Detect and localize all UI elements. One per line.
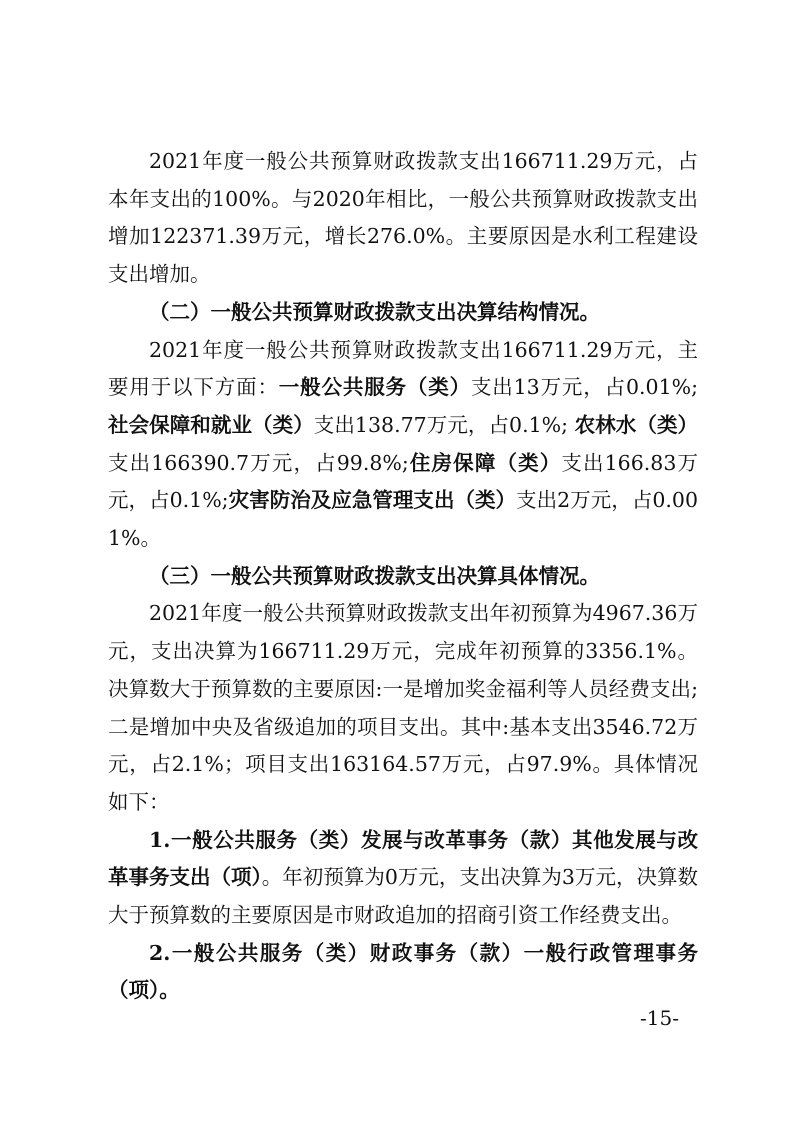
- category-general-public-services: 一般公共服务（类）: [278, 375, 471, 400]
- section-heading-structure: （二）一般公共预算财政拨款支出决算结构情况。: [149, 299, 600, 324]
- text-segment: 支出138.77万元，占0.1%;: [313, 412, 575, 437]
- category-agriculture-forestry-water: 农林水（类）: [574, 412, 699, 437]
- page-number: -15-: [640, 1006, 679, 1030]
- item-1-text: 。年初预算为0万元，支出决算为3万元，决算数大于预算数的主要原因是市财政追加的招商引资工作经费支出。: [108, 865, 698, 928]
- paragraph-item-2: 2.一般公共服务（类）财政事务（款）一般行政管理事务（项）。: [108, 940, 698, 1003]
- paragraph-expenditure-summary: 2021年度一般公共预算财政拨款支出166711.29万元，占本年支出的100%。与2020年相比，一般公共预算财政拨款支出增加122371.39万元，增长276.0%。主要原因是水利工程建设支出增加。: [108, 149, 698, 287]
- text-segment: 支出166390.7万元，占99.8%;: [108, 450, 409, 475]
- document-body: [108, 143, 698, 1010]
- item-1-title: 1.一般公共服务（类）发展与改革事务（款）其他发展与改革事务支出（项）: [108, 827, 698, 890]
- text-segment: 支出2万元，占0.001%。: [108, 488, 699, 551]
- paragraph-expenditure-structure: [108, 332, 698, 558]
- text-segment: 支出13万元，占0.01%;: [470, 375, 698, 400]
- category-housing-security: 住房保障（类）: [408, 450, 562, 475]
- category-disaster-prevention: 灾害防治及应急管理支出（类）: [228, 488, 517, 513]
- paragraph-expenditure-details: 2021年度一般公共预算财政拨款支出年初预算为4967.36万元，支出决算为166711.29万元，完成年初预算的3356.1%。决算数大于预算数的主要原因:一是增加奖金福利等人员经费支出;二是增加中央及省级追加的项目支出。其中:基本支出3546.72万元，占2.1%；项目支出163164.57万元，占97.9%。具体情况如下：: [108, 601, 698, 814]
- category-social-security: 社会保障和就业（类）: [108, 412, 314, 437]
- text-segment: 支出166.83万元，占0.1%;: [108, 450, 698, 513]
- text-segment: 2021年度一般公共预算财政拨款支出166711.29万元，主要用于以下方面：: [108, 337, 698, 400]
- section-heading-details: （三）一般公共预算财政拨款支出决算具体情况。: [149, 563, 600, 588]
- paragraph-item-1: [108, 822, 698, 935]
